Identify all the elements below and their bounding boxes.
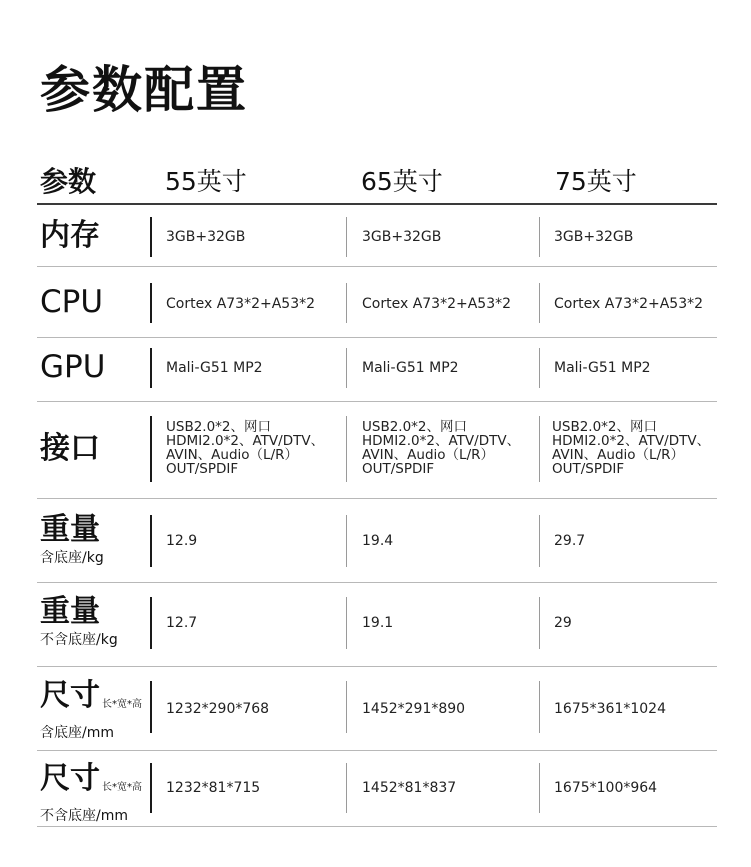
row-label <box>40 513 104 567</box>
cell-line: AVIN、Audio（L/R） <box>166 447 299 463</box>
cell-value: 3GB+32GB <box>166 229 246 245</box>
label-main: 尺寸 <box>40 761 100 796</box>
label-text: 内存 <box>40 218 100 253</box>
cell-value: 1452*291*890 <box>362 701 466 717</box>
cell-value: 1232*290*768 <box>166 701 270 717</box>
header-col-55: 55英寸 <box>165 167 247 196</box>
page-title: 参数配置 <box>40 61 248 119</box>
column-separator <box>346 348 347 388</box>
cell-line: AVIN、Audio（L/R） <box>362 447 495 463</box>
header-col-75: 75英寸 <box>555 167 637 196</box>
row-label <box>40 432 100 466</box>
cell-value: 1452*81*837 <box>362 780 457 796</box>
cell-value: Mali-G51 MP2 <box>362 360 459 376</box>
header-label: 参数 <box>40 165 97 198</box>
column-separator <box>346 597 347 649</box>
column-separator <box>539 763 540 813</box>
cell-value: Cortex A73*2+A53*2 <box>554 296 704 312</box>
row-label <box>40 285 103 319</box>
cell-line: OUT/SPDIF <box>166 461 239 477</box>
column-separator <box>346 283 347 323</box>
cell-value: 19.1 <box>362 615 394 631</box>
cell-value: 1675*100*964 <box>554 780 658 796</box>
cell-value: 19.4 <box>362 533 394 549</box>
column-separator <box>539 681 540 733</box>
cell-value: 1675*361*1024 <box>554 701 666 717</box>
column-separator <box>539 597 540 649</box>
cell-line: HDMI2.0*2、ATV/DTV、 <box>552 433 711 449</box>
column-separator <box>150 515 152 567</box>
label-dimension-note: 长*宽*高 <box>102 699 142 710</box>
row-size-with-stand <box>37 667 717 751</box>
column-separator <box>346 763 347 813</box>
label-text: GPU <box>40 349 106 385</box>
label-text: 重量 <box>40 594 100 629</box>
cell-line: USB2.0*2、网口 <box>166 419 272 435</box>
column-separator <box>150 681 152 733</box>
cell-line: AVIN、Audio（L/R） <box>552 447 685 463</box>
cell-value: Cortex A73*2+A53*2 <box>166 296 316 312</box>
column-separator <box>150 217 152 257</box>
cell-line: HDMI2.0*2、ATV/DTV、 <box>166 433 325 449</box>
column-separator <box>150 348 152 388</box>
row-label <box>40 219 100 253</box>
row-cpu <box>37 267 717 338</box>
row-interface <box>37 402 717 499</box>
cell-value: Mali-G51 MP2 <box>554 360 651 376</box>
column-separator <box>539 348 540 388</box>
cell-line: HDMI2.0*2、ATV/DTV、 <box>362 433 521 449</box>
column-separator <box>346 515 347 567</box>
column-separator <box>150 597 152 649</box>
cell-value: 12.9 <box>166 533 198 549</box>
cell-line: OUT/SPDIF <box>362 461 435 477</box>
cell-value: 3GB+32GB <box>554 229 634 245</box>
cell-value: 3GB+32GB <box>362 229 442 245</box>
column-separator <box>346 217 347 257</box>
row-size-without-stand <box>37 751 717 827</box>
row-label <box>40 350 105 384</box>
cell-value: 1232*81*715 <box>166 780 261 796</box>
column-separator <box>150 283 152 323</box>
cell-value: Cortex A73*2+A53*2 <box>362 296 512 312</box>
column-separator <box>539 217 540 257</box>
column-separator <box>539 283 540 323</box>
label-main: 尺寸 <box>40 678 100 713</box>
row-gpu <box>37 338 717 402</box>
column-separator <box>150 416 152 482</box>
label-subtext: 含底座/kg <box>40 550 104 566</box>
cell-value: Mali-G51 MP2 <box>166 360 263 376</box>
label-subtext: 不含底座/mm <box>40 808 128 824</box>
label-subtext: 不含底座/kg <box>40 632 118 648</box>
row-weight-without-stand <box>37 583 717 667</box>
cell-line: USB2.0*2、网口 <box>552 419 658 435</box>
column-separator <box>539 515 540 567</box>
column-separator <box>150 763 152 813</box>
row-label <box>40 762 142 825</box>
spec-table <box>37 150 717 827</box>
cell-line: USB2.0*2、网口 <box>362 419 468 435</box>
row-weight-with-stand <box>37 499 717 583</box>
label-text: CPU <box>40 284 104 320</box>
cell-line: OUT/SPDIF <box>552 461 625 477</box>
cell-value: 12.7 <box>166 615 198 631</box>
row-label <box>40 679 142 742</box>
column-separator <box>346 681 347 733</box>
cell-value <box>166 420 346 476</box>
label-subtext: 含底座/mm <box>40 725 114 741</box>
label-dimension-note: 长*宽*高 <box>102 782 142 793</box>
label-text <box>40 679 142 722</box>
table-header <box>37 150 717 205</box>
cell-value <box>362 420 542 476</box>
column-separator <box>346 416 347 482</box>
header-col-65: 65英寸 <box>361 167 443 196</box>
label-text: 重量 <box>40 512 100 547</box>
label-text: 接口 <box>40 431 100 466</box>
cell-value: 29 <box>554 615 572 631</box>
row-memory <box>37 205 717 267</box>
label-text <box>40 762 142 805</box>
row-label <box>40 595 118 649</box>
cell-value <box>552 420 728 476</box>
cell-value: 29.7 <box>554 533 586 549</box>
